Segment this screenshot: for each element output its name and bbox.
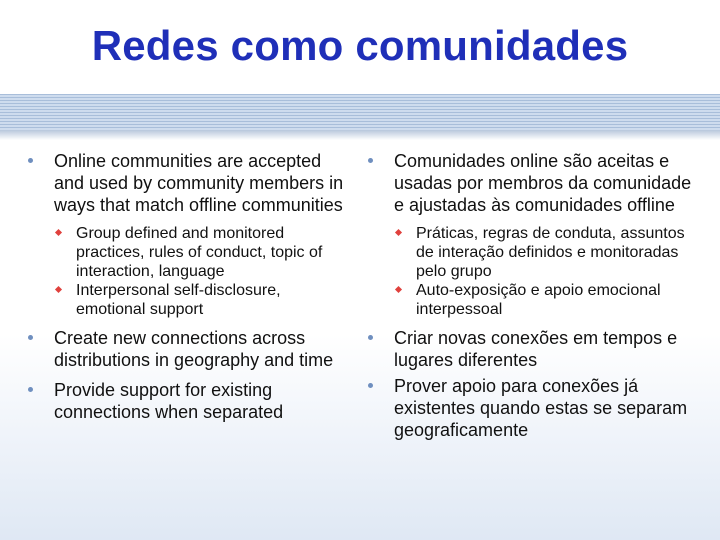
left-subbullet-2 xyxy=(54,281,354,319)
left-bullet-2-text: Create new connections across distributions in geography and time xyxy=(54,328,334,370)
bullet-dot-icon xyxy=(368,383,373,388)
bullet-dot-icon xyxy=(368,158,373,163)
right-subbullet-2 xyxy=(394,281,704,319)
left-subbullet-2-text: Interpersonal self-disclosure, emotional support xyxy=(76,282,281,318)
left-column xyxy=(24,150,354,423)
right-bullet-3 xyxy=(364,375,704,441)
left-subbullet-1-text: Group defined and monitored practices, rules of conduct, topic of interaction, language xyxy=(76,225,323,280)
right-bullet-3-text: Prover apoio para conexões já existentes quando estas se separam geograficamente xyxy=(394,376,688,440)
right-bullet-1-text: Comunidades online são aceitas e usadas por membros da comunidade e ajustadas às comunidades offline xyxy=(394,151,692,215)
left-bullet-1 xyxy=(24,150,354,216)
bullet-dot-icon xyxy=(28,335,33,340)
left-bullet-2 xyxy=(24,327,354,371)
left-sublist xyxy=(24,224,354,319)
right-subbullet-1 xyxy=(394,224,704,281)
right-bullet-2-text: Criar novas conexões em tempos e lugares diferentes xyxy=(394,328,678,370)
bullet-dot-icon xyxy=(28,158,33,163)
bullet-dot-icon xyxy=(368,335,373,340)
diamond-bullet-icon xyxy=(395,286,402,293)
slide-title: Redes como comunidades xyxy=(91,22,629,69)
diamond-bullet-icon xyxy=(55,286,62,293)
right-bullet-2 xyxy=(364,327,704,371)
left-subbullet-1 xyxy=(54,224,354,281)
left-bullet-1-text: Online communities are accepted and used by community members in ways that match offline communities xyxy=(54,151,344,215)
bullet-dot-icon xyxy=(28,387,33,392)
right-subbullet-1-text: Práticas, regras de conduta, assuntos de interação definidos e monitoradas pelo grupo xyxy=(416,225,685,280)
right-sublist xyxy=(364,224,704,319)
left-bullet-3-text: Provide support for existing connections when separated xyxy=(54,380,284,422)
diamond-bullet-icon xyxy=(55,229,62,236)
header-band-shadow xyxy=(0,130,720,140)
right-column xyxy=(364,150,704,441)
diamond-bullet-icon xyxy=(395,229,402,236)
right-subbullet-2-text: Auto-exposição e apoio emocional interpessoal xyxy=(416,282,661,318)
right-bullet-1 xyxy=(364,150,704,216)
left-bullet-3 xyxy=(24,379,354,423)
header-band xyxy=(0,94,720,130)
